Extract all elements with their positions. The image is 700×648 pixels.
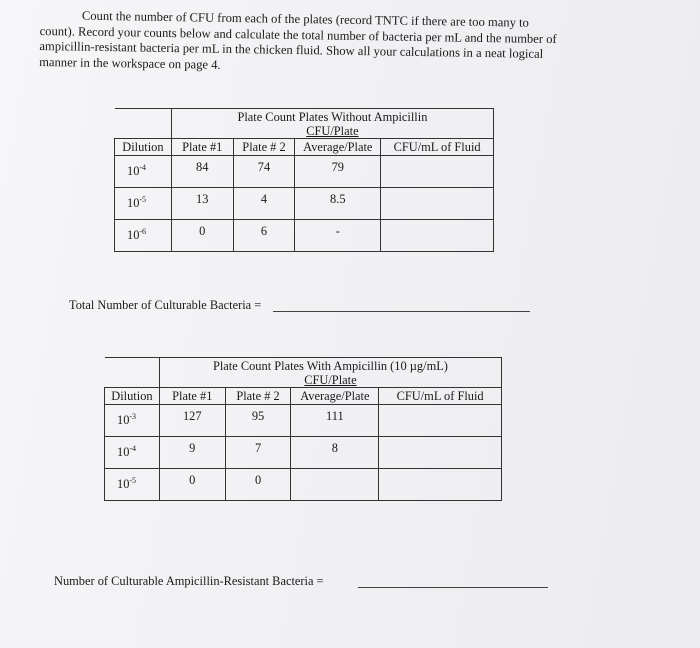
table-row — [105, 469, 502, 501]
average-cell[interactable]: 111 — [291, 405, 379, 437]
table2-header-plate1: Plate #1 — [159, 388, 225, 405]
plate2-cell[interactable]: 0 — [225, 469, 291, 501]
plate2-cell[interactable]: 4 — [233, 188, 295, 220]
dilution-cell: $10^{-3}$ — [105, 405, 160, 437]
table2-header-dilution: Dilution — [105, 388, 160, 405]
cfu-ml-cell[interactable] — [381, 220, 494, 252]
table1-header-row — [115, 139, 494, 156]
average-cell[interactable]: 8 — [291, 437, 379, 469]
table1-header-plate1: Plate #1 — [171, 139, 233, 156]
plate-count-table-with-ampicillin — [104, 357, 502, 501]
cfu-ml-cell[interactable] — [379, 437, 502, 469]
table1-header-plate2: Plate # 2 — [233, 139, 295, 156]
plate1-cell[interactable]: 0 — [171, 220, 233, 252]
table1-header-cfu-ml: CFU/mL of Fluid — [381, 139, 494, 156]
table2-subtitle: CFU/Plate — [304, 373, 357, 387]
table2-header-plate2: Plate # 2 — [225, 388, 291, 405]
total-bacteria-label: Total Number of Culturable Bacteria = — [69, 298, 262, 312]
plate1-cell[interactable]: 0 — [159, 469, 225, 501]
ampicillin-resistant-answer-line[interactable] — [358, 587, 548, 588]
cfu-ml-cell[interactable] — [381, 156, 494, 188]
dilution-cell: $10^{-5}$ — [115, 188, 172, 220]
plate2-cell[interactable]: 74 — [233, 156, 295, 188]
table1-subtitle: CFU/Plate — [306, 124, 359, 138]
table-row — [105, 405, 502, 437]
average-cell[interactable] — [291, 469, 379, 501]
table2-header-row — [105, 388, 502, 405]
average-cell[interactable]: 8.5 — [295, 188, 381, 220]
table2-caption — [159, 358, 501, 388]
plate-count-table-without-ampicillin — [114, 108, 494, 252]
average-cell[interactable]: - — [295, 220, 381, 252]
table-row — [115, 156, 494, 188]
table1-title: Plate Count Plates Without Ampicillin — [237, 110, 428, 124]
table2-header-average: Average/Plate — [291, 388, 379, 405]
plate2-cell[interactable]: 95 — [225, 405, 291, 437]
table2-title: Plate Count Plates With Ampicillin (10 µg/mL) — [212, 359, 448, 373]
average-cell[interactable]: 79 — [295, 156, 381, 188]
instructions-paragraph: Count the number of CFU from each of the plates (record TNTC if there are too many to count). Record your counts below and calculate the total number of bacteria per mL and the number of ampicillin-resistant bacteria per mL in the chicken fluid. Show all your calculations in a neat logical manner in the workspace on page 4. — [39, 8, 557, 72]
cfu-ml-cell[interactable] — [381, 188, 494, 220]
table-row — [115, 220, 494, 252]
cfu-ml-cell[interactable] — [379, 405, 502, 437]
table1-caption — [171, 109, 493, 139]
plate1-cell[interactable]: 84 — [171, 156, 233, 188]
table1-header-dilution: Dilution — [115, 139, 172, 156]
total-bacteria-answer-line[interactable] — [273, 311, 530, 312]
dilution-cell: $10^{-4}$ — [105, 437, 160, 469]
dilution-cell: $10^{-4}$ — [115, 156, 172, 188]
ampicillin-resistant-label: Number of Culturable Ampicillin-Resistant Bacteria = — [54, 574, 324, 588]
plate2-cell[interactable]: 6 — [233, 220, 295, 252]
plate1-cell[interactable]: 13 — [171, 188, 233, 220]
plate2-cell[interactable]: 7 — [225, 437, 291, 469]
cfu-ml-cell[interactable] — [379, 469, 502, 501]
dilution-cell: $10^{-5}$ — [105, 469, 160, 501]
plate1-cell[interactable]: 9 — [159, 437, 225, 469]
table1-header-average: Average/Plate — [295, 139, 381, 156]
table-row — [105, 437, 502, 469]
plate1-cell[interactable]: 127 — [159, 405, 225, 437]
table-row — [115, 188, 494, 220]
table2-header-cfu-ml: CFU/mL of Fluid — [379, 388, 502, 405]
dilution-cell: $10^{-6}$ — [115, 220, 172, 252]
